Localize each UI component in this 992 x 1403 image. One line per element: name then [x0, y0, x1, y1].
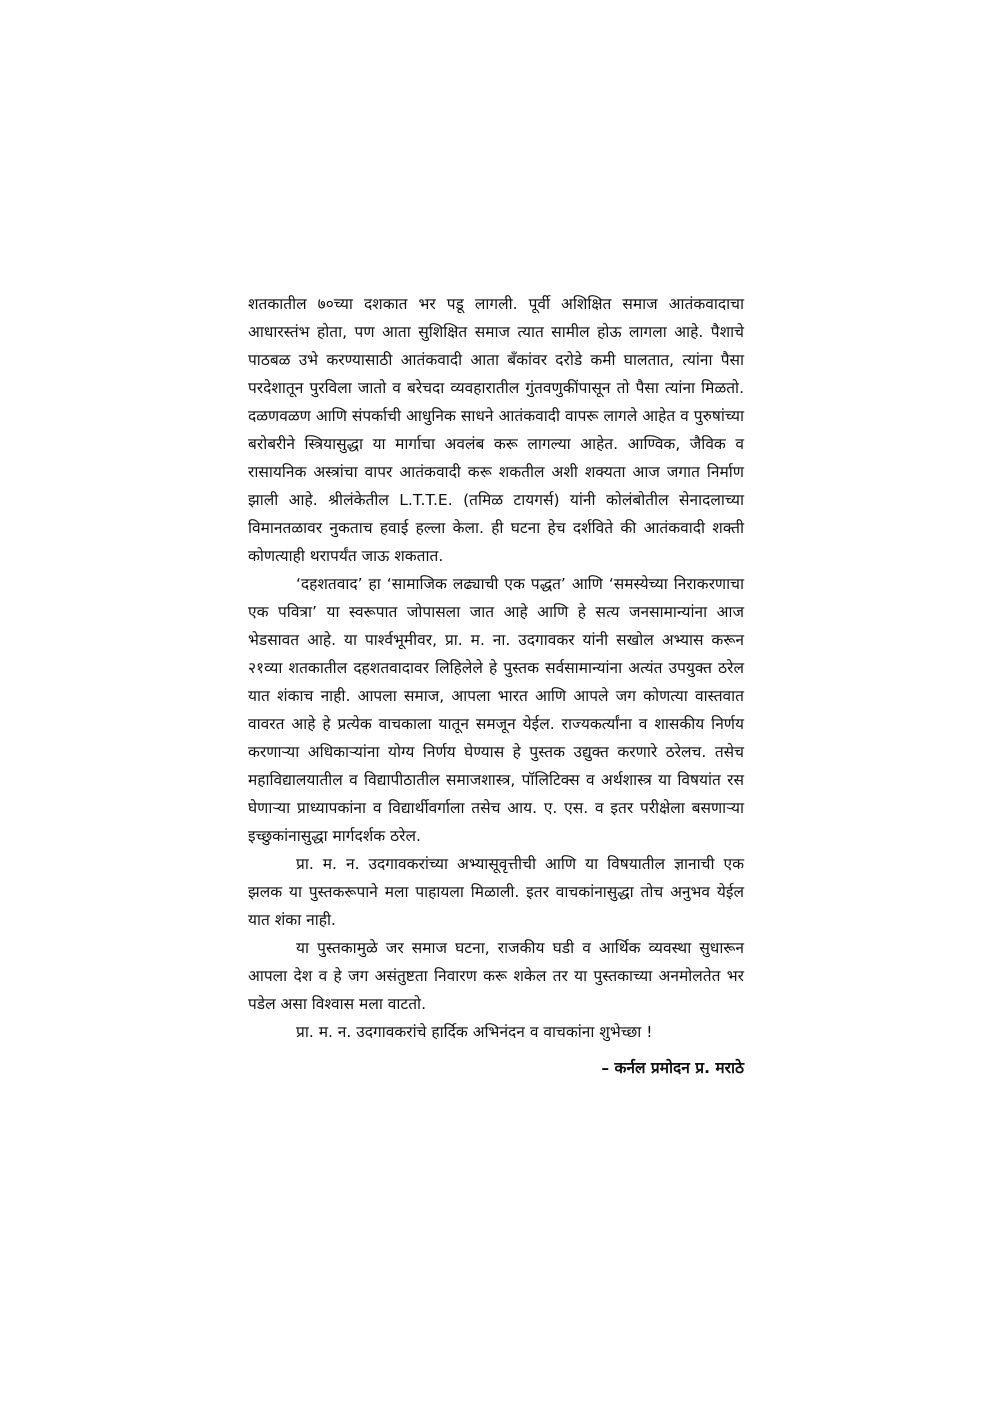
paragraph-2: ‘दहशतवाद’ हा ‘सामाजिक लढ्याची एक पद्धत’ आणि ‘समस्येच्या निराकरणाचा एक पवित्रा’ या स्वरूपात जोपासला जात आहे आणि हे सत्य जनसामान्यांना आज भेडसावत आहे. या पार्श्वभूमीवर, प्रा. म. ना. उदगावकर यांनी सखोल अभ्यास करून २१व्या शतकातील दहशतवादावर लिहिलेले हे पुस्तक सर्वसामान्यांना अत्यंत उपयुक्त ठरेल यात शंकाच नाही. आपला समाज, आपला भारत आणि आपले जग कोणत्या वास्तवात वावरत आहे हे प्रत्येक वाचकाला यातून समजून येईल. राज्यकर्त्यांना व शासकीय निर्णय करणाऱ्या अधिकाऱ्यांना योग्य निर्णय घेण्यास हे पुस्तक उद्युक्त करणारे ठरेलच. तसेच महाविद्यालयातील व विद्यापीठातील समाजशास्त्र, पॉलिटिक्स व अर्थशास्त्र या विषयांत रस घेणाऱ्या प्राध्यापकांना व विद्यार्थीवर्गाला तसेच आय. ए. एस. व इतर परीक्षेला बसणाऱ्या इच्छुकांनासुद्धा मार्गदर्शक ठरेल.: [248, 575, 744, 845]
author-signature: – कर्नल प्रमोदन प्र. मराठे: [601, 1059, 744, 1077]
document-page: [248, 290, 744, 1082]
paragraph-4: या पुस्तकामुळे जर समाज घटना, राजकीय घडी व आर्थिक व्यवस्था सुधारून आपला देश व हे जग असंतुष्टता निवारण करू शकेल तर या पुस्तकाच्या अनमोलतेत भर पडेल असा विश्वास मला वाटतो.: [248, 939, 744, 1013]
paragraph-3: प्रा. म. न. उदगावकरांच्या अभ्यासूवृत्तीची आणि या विषयातील ज्ञानाची एक झलक या पुस्तकरूपाने मला पाहायला मिळाली. इतर वाचकांनासुद्धा तोच अनुभव येईल यात शंका नाही.: [248, 855, 744, 929]
paragraph-5: प्रा. म. न. उदगावकरांचे हार्दिक अभिनंदन व वाचकांना शुभेच्छा !: [296, 1023, 653, 1041]
paragraph-1: शतकातील ७०च्या दशकात भर पडू लागली. पूर्वी अशिक्षित समाज आतंकवादाचा आधारस्तंभ होता, पण आता सुशिक्षित समाज त्यात सामील होऊ लागला आहे. पैशाचे पाठबळ उभे करण्यासाठी आतंकवादी आता बँकांवर दरोडे कमी घालतात, त्यांना पैसा परदेशातून पुरविला जातो व बरेचदा व्यवहारातील गुंतवणुकींपासून तो पैसा त्यांना मिळतो. दळणवळण आणि संपर्काची आधुनिक साधने आतंकवादी वापरू लागले आहेत व पुरुषांच्या बरोबरीने स्त्रियासुद्धा या मार्गाचा अवलंब करू लागल्या आहेत. आण्विक, जैविक व रासायनिक अस्त्रांचा वापर आतंकवादी करू शकतील अशी शक्यता आज जगात निर्माण झाली आहे. श्रीलंकेतील L.T.T.E. (तमिळ टायगर्स) यांनी कोलंबोतील सेनादलाच्या विमानतळावर नुकताच हवाई हल्ला केला. ही घटना हेच दर्शविते की आतंकवादी शक्ती कोणत्याही थरापर्यंत जाऊ शकतात.: [248, 295, 744, 565]
